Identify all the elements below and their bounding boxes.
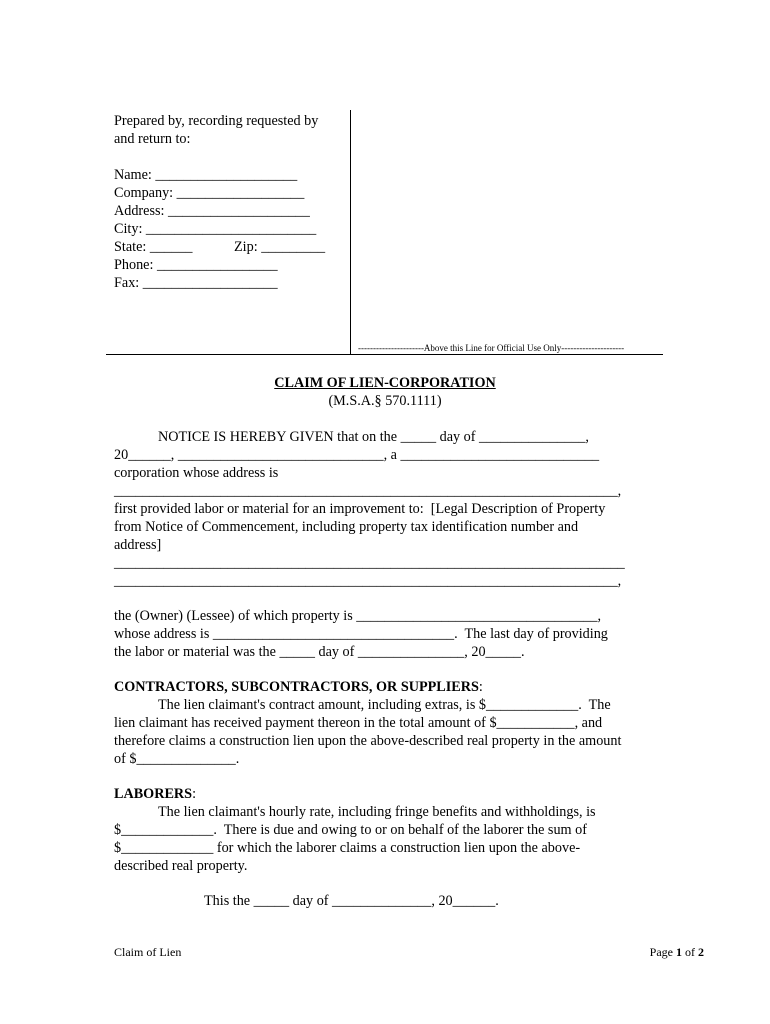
notice-line-2: 20______, _____________________________, a ____________________________ <box>114 447 600 463</box>
zip-field: Zip: _________ <box>234 239 326 255</box>
contractors-heading <box>114 678 483 696</box>
laborers-line-1: The lien claimant's hourly rate, including fringe benefits and withholdings, is <box>158 804 596 820</box>
contractors-line-1: The lien claimant's contract amount, including extras, is $_____________. The <box>158 697 611 713</box>
notice-line-5: first provided labor or material for an improvement to: [Legal Description of Property <box>114 501 606 517</box>
laborers-heading <box>114 785 196 803</box>
notice-line-4: _______________________________________________________________________, <box>114 483 622 499</box>
contractors-heading-colon: : <box>478 679 483 695</box>
laborers-heading-text: LABORERS <box>114 786 193 802</box>
page-label: Page <box>649 945 676 959</box>
fax-field: Fax: ___________________ <box>114 275 278 291</box>
header-divider-vertical <box>350 110 351 355</box>
notice-line-8: ________________________________________________________________________ <box>114 555 625 571</box>
page-of-label: of <box>682 945 698 959</box>
laborers-line-3: $_____________ for which the laborer claims a construction lien upon the above- <box>114 840 581 856</box>
notice-line-6: from Notice of Commencement, including property tax identification number and <box>114 519 579 535</box>
contractors-line-2: lien claimant has received payment thereon in the total amount of $___________, and <box>114 715 603 731</box>
header-divider-horizontal <box>106 354 663 355</box>
contractors-heading-text: CONTRACTORS, SUBCONTRACTORS, OR SUPPLIERS <box>114 679 479 695</box>
closing-date-line: This the _____ day of ______________, 20______. <box>204 893 499 909</box>
laborers-line-2: $_____________. There is due and owing to or on behalf of the laborer the sum of <box>114 822 587 838</box>
footer-document-name: Claim of Lien <box>114 945 182 959</box>
page-total: 2 <box>698 945 704 959</box>
phone-field: Phone: _________________ <box>114 257 278 273</box>
notice-line-9: _______________________________________________________________________, <box>114 573 622 589</box>
laborers-line-4: described real property. <box>114 858 248 874</box>
page-current: 1 <box>676 945 682 959</box>
contractors-line-4: of $______________. <box>114 751 240 767</box>
owner-line-3: the labor or material was the _____ day of _______________, 20_____. <box>114 644 525 660</box>
prepared-by-line-1: Prepared by, recording requested by <box>114 113 319 129</box>
document-title: CLAIM OF LIEN-CORPORATION <box>274 375 496 391</box>
name-field: Name: ____________________ <box>114 167 298 183</box>
owner-line-1: the (Owner) (Lessee) of which property is __________________________________, <box>114 608 602 624</box>
notice-line-1: NOTICE IS HEREBY GIVEN that on the _____ day of _______________, <box>158 429 589 445</box>
document-subtitle: (M.S.A.§ 570.1111) <box>328 393 442 409</box>
laborers-heading-colon: : <box>192 786 197 802</box>
notice-line-3: corporation whose address is <box>114 465 279 481</box>
company-field: Company: __________________ <box>114 185 305 201</box>
official-use-note: ----------------------Above this Line for Official Use Only--------------------- <box>358 343 625 353</box>
footer-page-number <box>620 945 704 959</box>
contractors-line-3: therefore claims a construction lien upon the above-described real property in the amount <box>114 733 622 749</box>
address-field: Address: ____________________ <box>114 203 310 219</box>
notice-line-7: address] <box>114 537 162 553</box>
city-field: City: ________________________ <box>114 221 317 237</box>
prepared-by-line-2: and return to: <box>114 131 191 147</box>
owner-line-2: whose address is __________________________________. The last day of providing <box>114 626 608 642</box>
state-field: State: ______ <box>114 239 193 255</box>
